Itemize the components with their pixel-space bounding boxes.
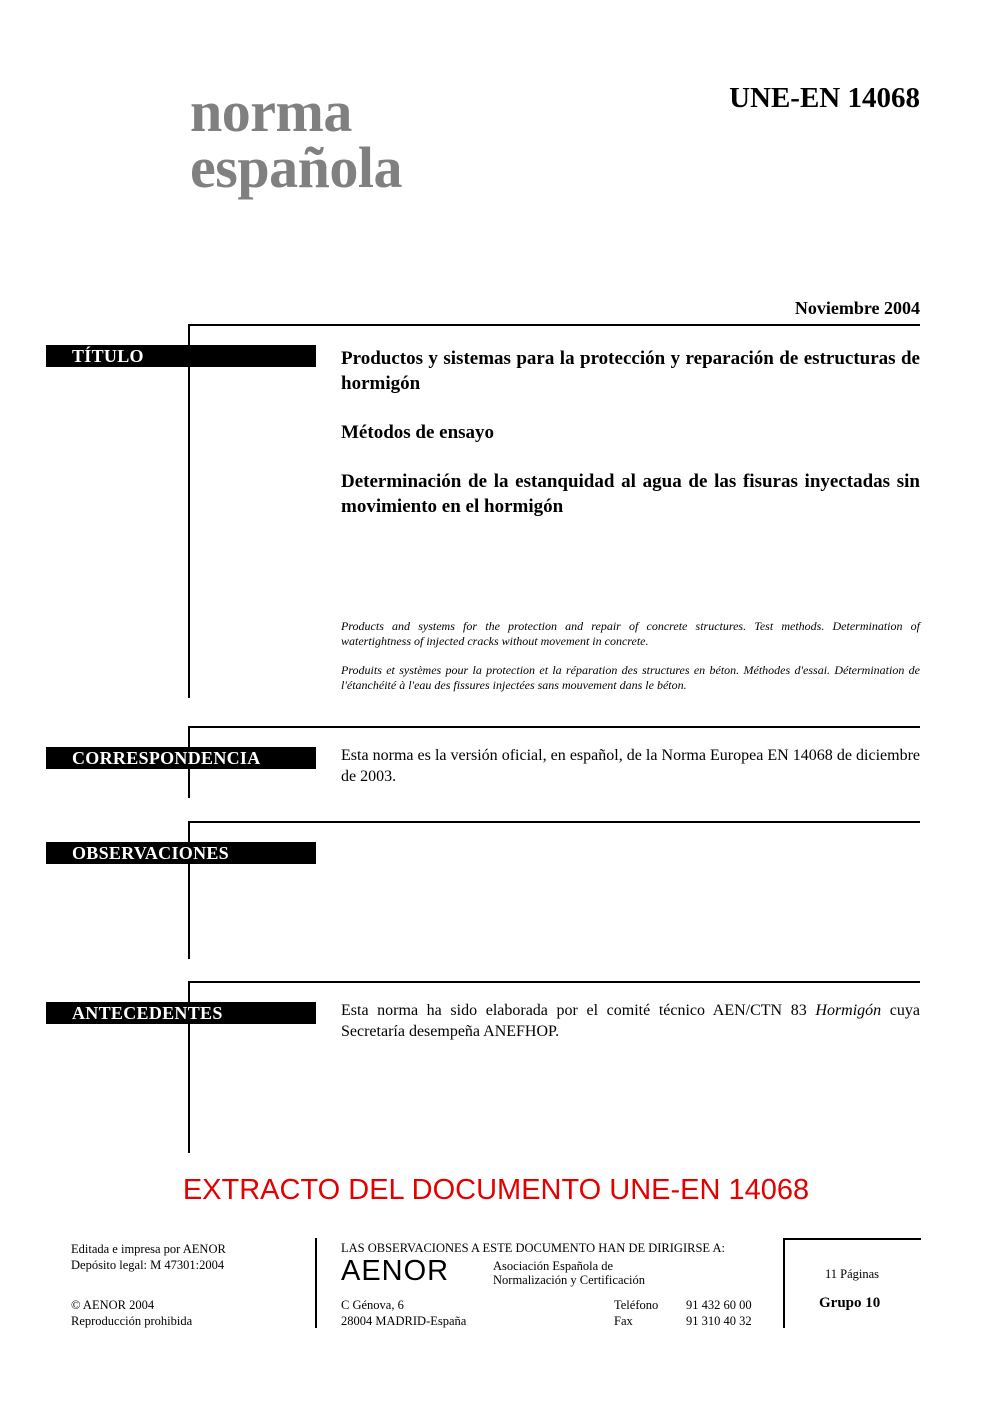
label-titulo: TÍTULO [46, 345, 316, 367]
correspondencia-content [341, 745, 920, 787]
antecedentes-content [341, 1000, 920, 1042]
titulo-content [341, 346, 920, 543]
label-observaciones: OBSERVACIONES [46, 842, 316, 864]
antecedentes-committee: Hormigón [815, 1002, 882, 1019]
titulo-translations [341, 619, 920, 707]
section-divider-antecedentes [188, 981, 920, 983]
fax-label: Fax [614, 1314, 633, 1328]
brand-line-1: norma [190, 79, 352, 144]
aenor-desc-line1: Asociación Española de [493, 1259, 614, 1273]
aenor-desc-line2: Normalización y Certificación [493, 1273, 646, 1287]
aenor-address [341, 1297, 466, 1329]
title-detail: Determinación de la estanquidad al agua de las fisuras inyectadas sin movimiento en el hormigón [341, 471, 920, 517]
page-count: 11 Páginas [825, 1267, 880, 1281]
contact-values [686, 1297, 752, 1329]
price-group: Grupo 10 [819, 1295, 881, 1311]
footer-observations-header: LAS OBSERVACIONES A ESTE DOCUMENTO HAN DE DIRIGIRSE A: [341, 1241, 725, 1255]
footer-copyright-block [71, 1297, 192, 1329]
title-sub: Métodos de ensayo [341, 422, 495, 443]
antecedentes-text-end: cuya Secretaría desempeña ANEFHOP. [341, 1002, 921, 1040]
aenor-description [493, 1259, 645, 1287]
label-antecedentes: ANTECEDENTES [46, 1002, 316, 1024]
phone-number: 91 432 60 00 [686, 1298, 752, 1312]
antecedentes-text [341, 1000, 920, 1042]
title-main: Productos y sistemas para la protección y reparación de estructuras de hormigón [341, 348, 920, 394]
section-divider-correspondencia [188, 726, 920, 728]
footer-edition [71, 1241, 226, 1273]
brand-line-2: española [190, 135, 402, 200]
aenor-logo-text: AENOR [341, 1255, 450, 1287]
footer-copyright: © AENOR 2004 [71, 1298, 155, 1312]
label-correspondencia: CORRESPONDENCIA [46, 747, 316, 769]
title-english: Products and systems for the protection and repair of concrete structures. Test methods. Determination of watertightness of injected cracks without movement in concrete. [341, 619, 920, 648]
title-french: Produits et systèmes pour la protection et la réparation des structures en béton. Méthodes d'essai. Détermination de l'étanchéité à l'eau des fissures injectées sans mouvement dans le béton. [341, 663, 920, 692]
footer-separator-left [315, 1238, 317, 1328]
correspondencia-text: Esta norma es la versión oficial, en español, de la Norma Europea EN 14068 de diciembre de 2003. [341, 747, 920, 785]
section-divider-observaciones [188, 821, 920, 823]
vertical-rule-titulo [188, 324, 190, 698]
contact-labels [614, 1297, 658, 1329]
standard-code: UNE-EN 14068 [729, 82, 920, 114]
extract-watermark: EXTRACTO DEL DOCUMENTO UNE-EN 14068 [182, 1174, 810, 1206]
fax-number: 91 310 40 32 [686, 1314, 752, 1328]
address-city: 28004 MADRID-España [341, 1314, 467, 1328]
footer-separator-right [783, 1238, 785, 1328]
footer-edited: Editada e impresa por AENOR [71, 1242, 226, 1256]
footer-reproduction: Reproducción prohibida [71, 1314, 193, 1328]
brand-title [190, 79, 402, 200]
address-street: C Génova, 6 [341, 1298, 404, 1312]
antecedentes-text-start: Esta norma ha sido elaborada por el comité técnico AEN/CTN 83 [341, 1002, 816, 1019]
phone-label: Teléfono [614, 1298, 659, 1312]
footer-box-top [783, 1238, 921, 1240]
publication-date: Noviembre 2004 [794, 298, 920, 318]
section-divider-titulo [188, 324, 920, 326]
footer-deposit: Depósito legal: M 47301:2004 [71, 1258, 225, 1272]
